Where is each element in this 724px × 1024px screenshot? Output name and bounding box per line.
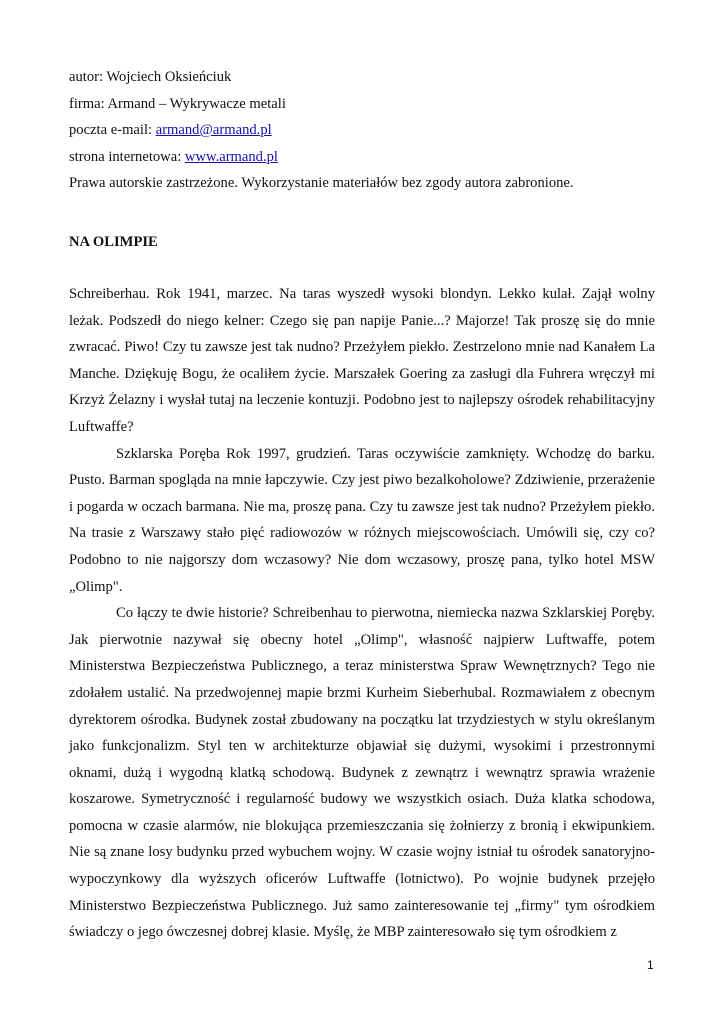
website-label: strona internetowa: — [69, 148, 185, 165]
website-line — [69, 144, 655, 171]
email-label: poczta e-mail: — [69, 122, 156, 139]
article-paragraph: Co łączy te dwie historie? Schreibenhau to pierwotna, niemiecka nazwa Szklarskiej Poręby. Jak pierwotnie nazywał się obecny hotel „Olimp", własność najpierw Luftwaffe, potem Ministerstwa Bezpieczeństwa Publicznego, a teraz ministerstwa Spraw Wewnętrznych? Tego nie zdołałem ustalić. Na przedwojennej mapie brzmi Kurheim Sieberhubal. Rozmawiałem z obecnym dyrektorem ośrodka. Budynek został zbudowany na początku lat trzydziestych w stylu określanym jako funkcjonalizm. Styl ten w architekturze objawiał się dużymi, wysokimi i przestronnymi oknami, dużą i wygodną klatką schodową. Budynek z zewnątrz i wewnątrz sprawia wrażenie koszarowe. Symetryczność i regularność budowy we wszystkich osiach. Duża klatka schodowa, pomocna w czasie alarmów, nie blokująca przemieszczania się żołnierzy z bronią i ekwipunkiem. Nie są znane losy budynku przed wybuchem wojny. W czasie wojny istniał tu ośrodek sanatoryjno-wypoczynkowy dla wyższych oficerów Luftwaffe (lotnictwo). Po wojnie budynek przejęło Ministerstwo Bezpieczeństwa Publicznego. Już samo zainteresowanie tej „firmy" tym ośrodkiem świadczy o jego ówczesnej dobrej klasie. Myślę, że MBP zainteresowało się tym ośrodkiem z — [69, 605, 655, 941]
website-link[interactable]: www.armand.pl — [184, 148, 278, 165]
email-line — [69, 117, 655, 144]
article-paragraph: Schreiberhau. Rok 1941, marzec. Na taras wyszedł wysoki blondyn. Lekko kulał. Zajął wolny leżak. Podszedł do niego kelner: Czego się pan napije Panie...? Majorze! Tak proszę się do mnie zwracać. Piwo! Czy tu zawsze jest tak nudno? Przeżyłem piekło. Zestrzelono mnie nad Kanałem La Manche. Dziękuję Bogu, że ocaliłem życie. Marszałek Goering za zasługi dla Fuhrera wręczył mi Krzyż Żelazny i wysłał tutaj na leczenie kontuzji. Podobno jest to najlepszy ośrodek rehabilitacyjny Luftwaffe? — [69, 286, 655, 435]
company-line: firma: Armand – Wykrywacze metali — [69, 95, 286, 112]
article-body — [69, 281, 655, 946]
email-link[interactable]: armand@armand.pl — [155, 122, 272, 139]
copyright-notice: Prawa autorskie zastrzeżone. Wykorzystanie materiałów bez zgody autora zabronione. — [69, 175, 574, 192]
document-page — [69, 64, 655, 941]
article-title: NA OLIMPIE — [69, 234, 158, 250]
article-paragraph: Szklarska Poręba Rok 1997, grudzień. Taras oczywiście zamknięty. Wchodzę do barku. Pusto. Barman spogląda na mnie łapczywie. Czy jest piwo bezalkoholowe? Zdziwienie, przerażenie i pogarda w oczach barmana. Nie ma, proszę pana. Czy tu zawsze jest tak nudno? Przeżyłem piekło. Na trasie z Warszawy stało pięć radiowozów w różnych miejscowościach. Umówili się, czy co? Podobno to nie najgorszy dom wczasowy? Nie dom wczasowy, proszę pana, tylko hotel MSW „Olimp". — [69, 445, 655, 595]
page-number: 1 — [647, 958, 654, 972]
author-line: autor: Wojciech Oksieńciuk — [69, 69, 232, 85]
